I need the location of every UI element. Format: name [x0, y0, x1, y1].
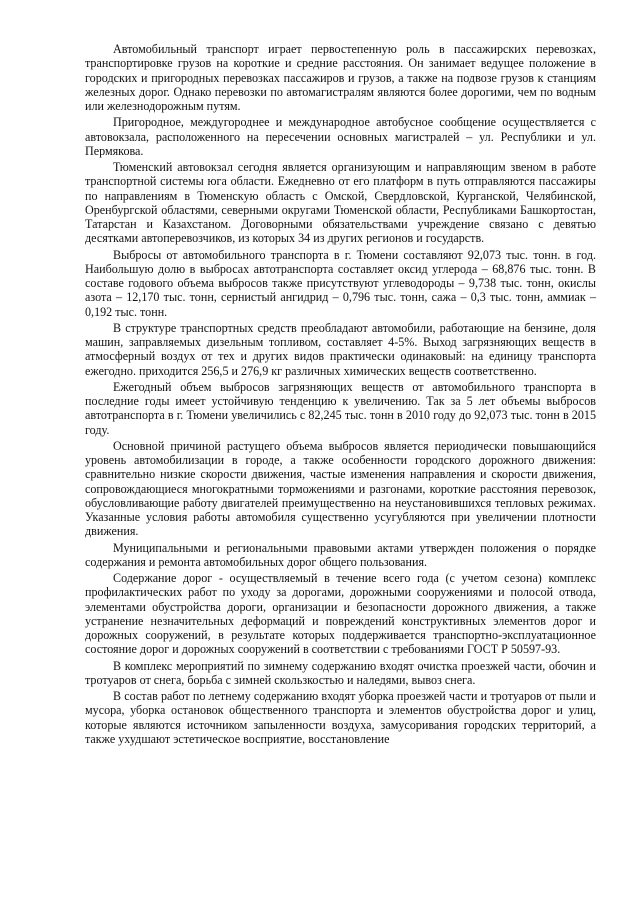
paragraph-emissions-trend: Ежегодный объем выбросов загрязняющих веществ от автомобильного транспорта в последние годы имеет устойчивую тенденцию к увеличению. Так за 5 лет объемы выбросов автотранспорта в г. Тюмени увеличились с 82,245 тыс. тонн в 2010 году до 92,073 тыс. тонн в 2015 году. — [85, 379, 596, 437]
paragraph-vehicle-structure: В структуре транспортных средств преобладают автомобили, работающие на бензине, доля машин, заправляемых дизельным топливом, составляет 4-5%. Выход загрязняющих веществ в атмосферный воздух от тех и других видов практически одинаковый: на единицу транспорта ежегодно. приходится 256,5 и 276,9 кг различных химических веществ соответственно. — [85, 320, 596, 378]
paragraph-winter-maintenance: В комплекс мероприятий по зимнему содержанию входят очистка проезжей части, обочин и тротуаров от снега, борьба с зимней скользкостью и наледями, вывоз снега. — [85, 658, 596, 687]
paragraph-road-transport-role: Автомобильный транспорт играет первостепенную роль в пассажирских перевозках, транспортировке грузов на короткие и средние расстояния. Он занимает ведущее положение в городских и пригородных перевозках пассажиров и грузов, а также на подвозе грузов к станциям железных дорог. Однако перевозки по автомагистралям являются более дорогими, чем по водным или железнодорожным путям. — [85, 42, 596, 113]
paragraph-summer-maintenance: В состав работ по летнему содержанию входят уборка проезжей части и тротуаров от пыли и мусора, уборка остановок общественного транспорта и элементов обустройства дорог и улиц, которые являются источником запыленности воздуха, замусоривания городских территорий, а также ухудшают эстетическое восприятие, восстановление — [85, 689, 596, 746]
paragraph-legal-acts: Муниципальными и региональными правовыми актами утвержден положения о порядке содержания и ремонта автомобильных дорог общего пользования. — [85, 540, 596, 569]
paragraph-emissions-volume: Выбросы от автомобильного транспорта в г. Тюмени составляют 92,073 тыс. тонн. в год. Наибольшую долю в выбросах автотранспорта составляет оксид углерода – 68,876 тыс. тонн. В составе годового объема выбросов также присутствуют углеводороды – 9,738 тыс. тонн, окислы азота – 12,170 тыс. тонн, сернистый ангидрид – 0,796 тыс. тонн, сажа – 0,3 тыс. тонн, аммиак – 0,192 тыс. тонн. — [85, 247, 596, 319]
paragraph-bus-service: Пригородное, междугороднее и международное автобусное сообщение осуществляется с автовокзала, расположенного на пересечении основных магистралей – ул. Республики и ул. Пермякова. — [85, 115, 596, 158]
paragraph-emissions-causes: Основной причиной растущего объема выбросов является периодически повышающийся уровень автомобилизации в городе, а также особенности городского дорожного движения: сравнительно низкие скорости движения, частые изменения направления и скорости движения, сопровождающиеся многократными торможениями и разгонами, короткие расстояния перевозок, обусловливающие работу двигателей преимущественно на неустановившихся тепловых режимах. Указанные условия работы автомобиля существенно усугубляются при увеличении плотности движения. — [85, 438, 596, 539]
paragraph-road-maintenance: Содержание дорог - осуществляемый в течение всего года (с учетом сезона) комплекс профилактических работ по уходу за дорогами, дорожными сооружениями и полосой отвода, элементами обустройства дороги, организации и безопасности дорожного движения, а также устранение незначительных деформаций и повреждений конструктивных элементов дорог и дорожных сооружений, в результате которых поддерживается транспортно-эксплуатационное состояние дорог и дорожных сооружений в соответствии с требованиями ГОСТ Р 50597-93. — [85, 571, 596, 657]
paragraph-bus-station: Тюменский автовокзал сегодня является организующим и направляющим звеном в работе транспортной системы юга области. Ежедневно от его платформ в путь отправляются пассажиры по направлениям в Тюменскую область с Омской, Свердловской, Курганской, Челябинской, Оренбургской областями, северными округами Тюменской области, Республиками Башкортостан, Татарстан и Казахстаном. Договорными обязательствами учреждение связано с девятью десятками автоперевозчиков, из которых 34 из других регионов и государств. — [85, 160, 596, 246]
